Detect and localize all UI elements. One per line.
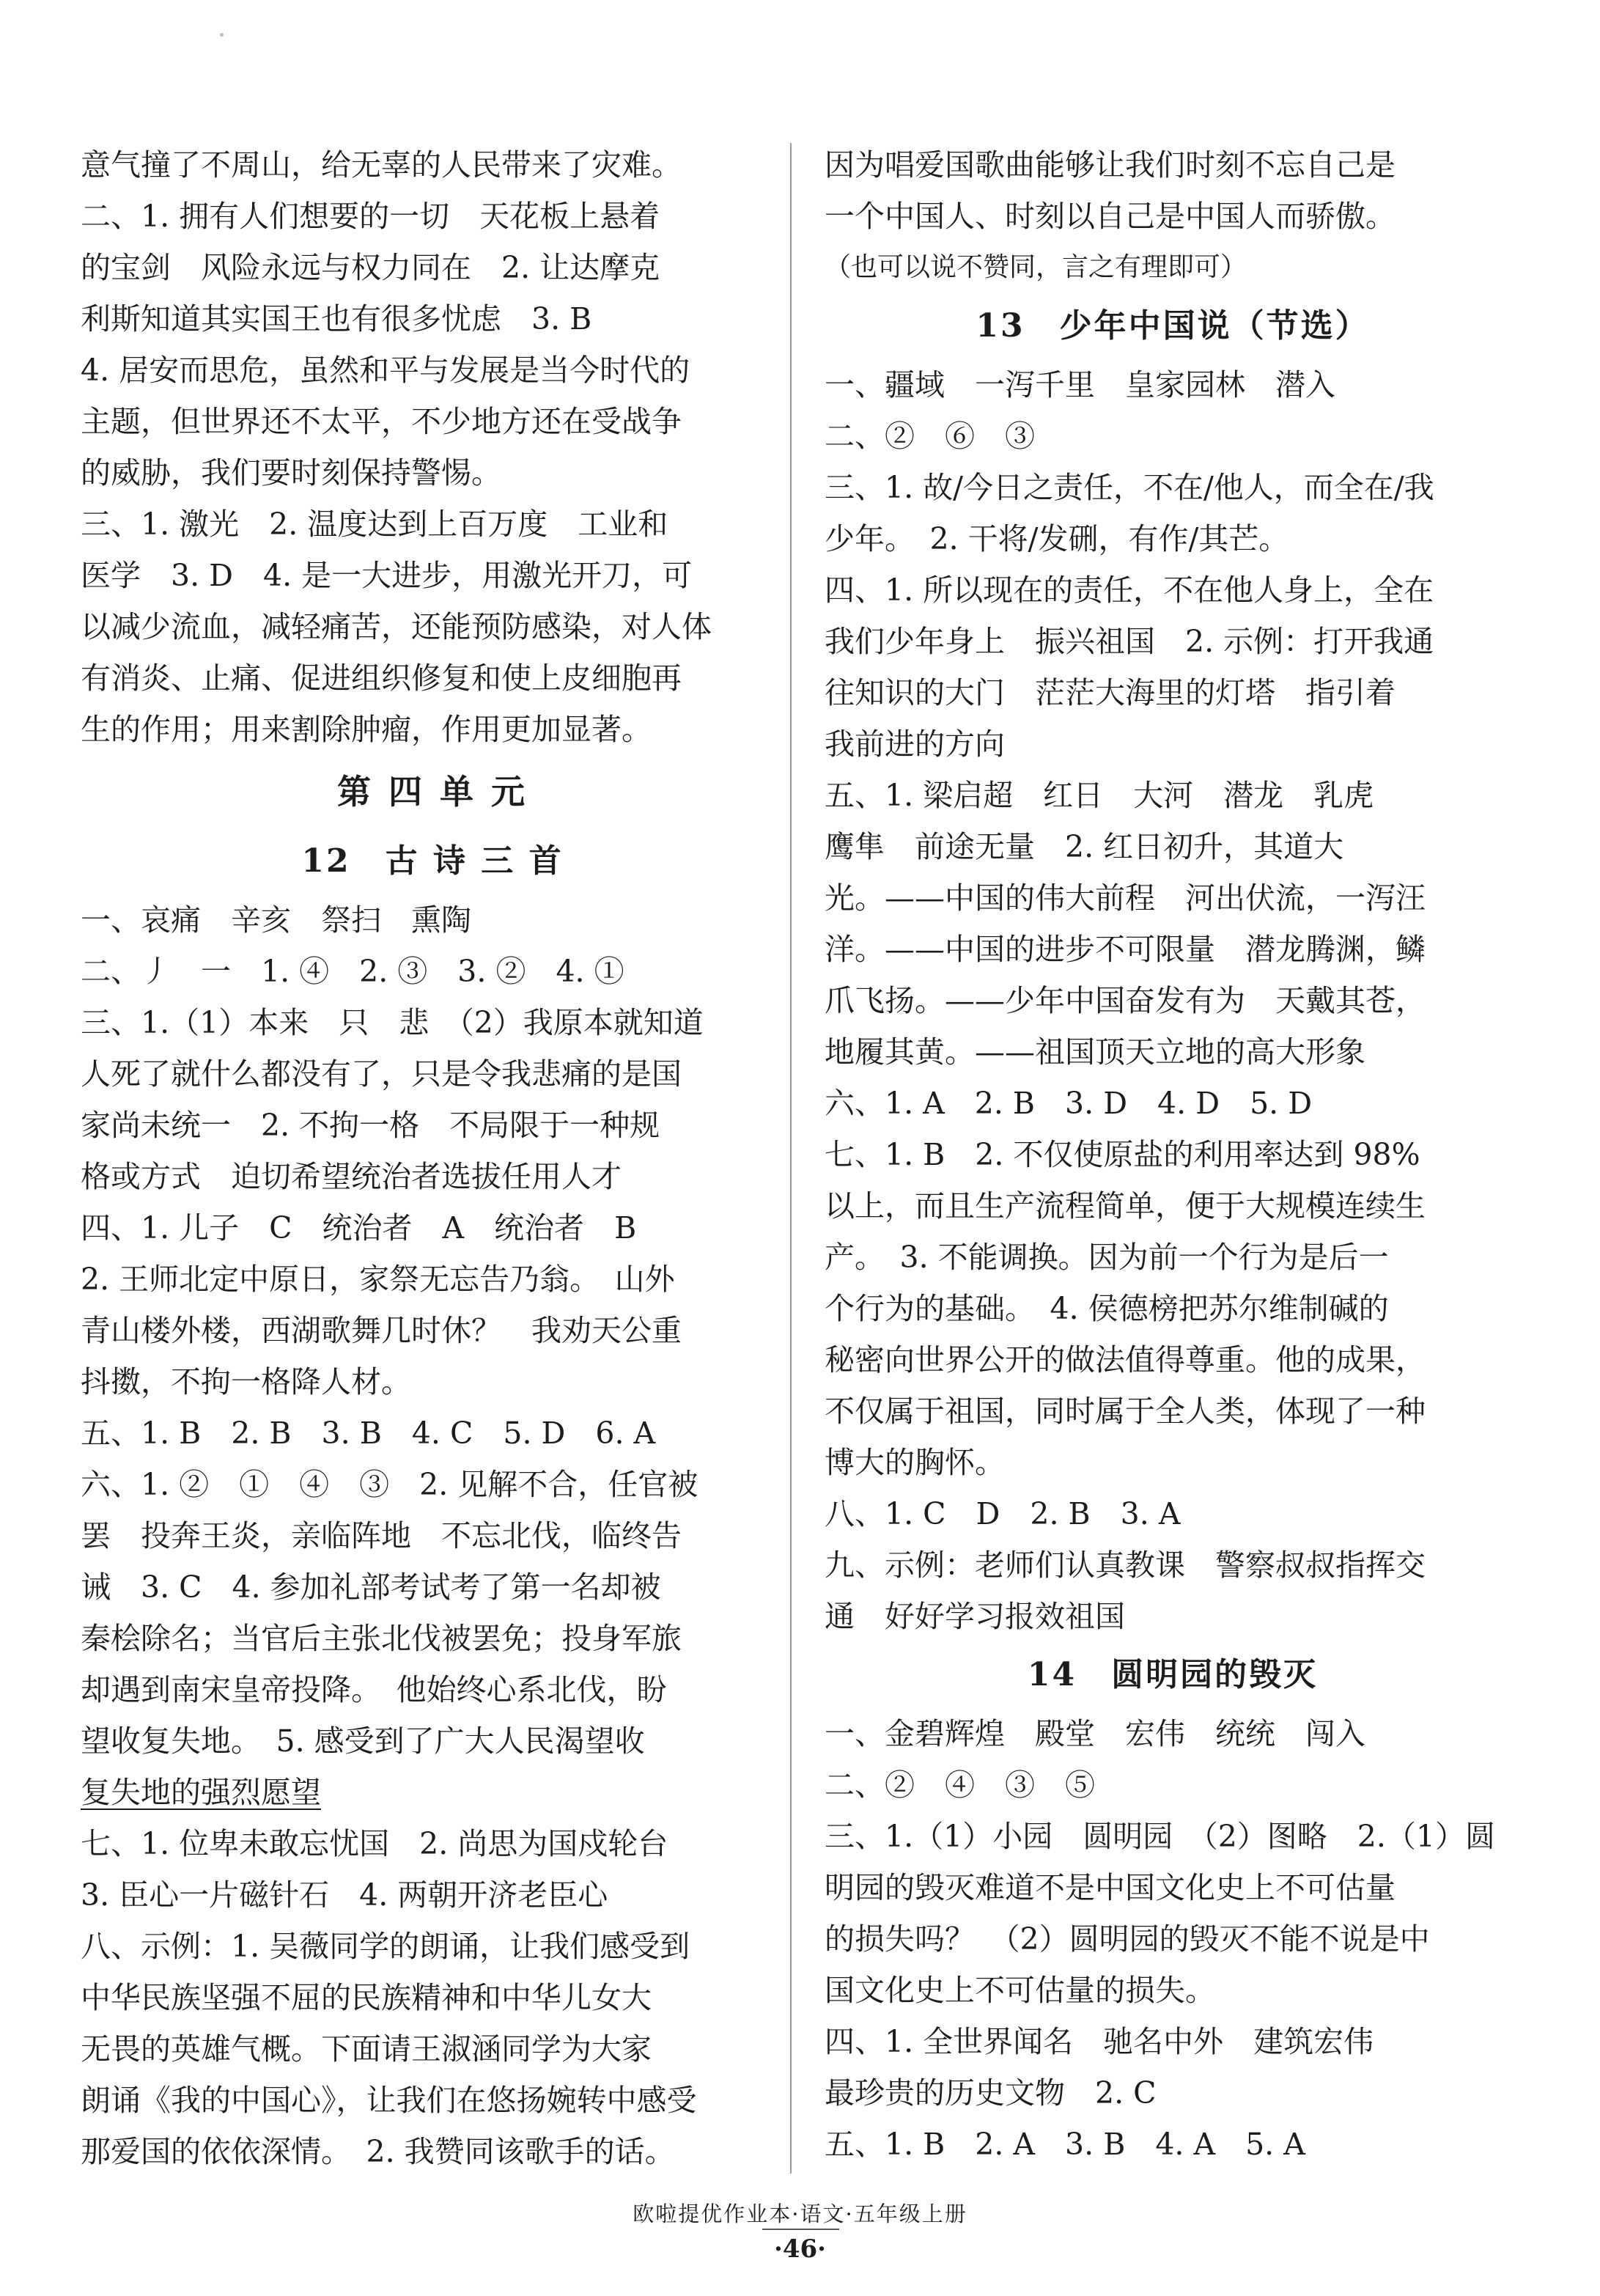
answer-line: 望收复失地。 5. 感受到了广大人民渴望收 <box>81 1723 645 1759</box>
answer-line: 六、1. A 2. B 3. D 4. D 5. D <box>825 1086 1313 1121</box>
answer-line: 主题，但世界还不太平，不少地方还在受战争 <box>81 404 682 439</box>
answer-line: 明园的毁灭难道不是中国文化史上不可估量 <box>825 1870 1396 1905</box>
note-line: （也可以说不赞同，言之有理即可） <box>825 252 1247 282</box>
answer-line: 3. 臣心一片磁针石 4. 两朝开济老臣心 <box>81 1877 608 1913</box>
answer-line: 一、疆域 一泻千里 皇家园林 潜入 <box>825 367 1335 402</box>
lesson-heading: 14 圆明园的毁灭 <box>1027 1656 1319 1693</box>
answer-line: 无畏的英雄气概。下面请王淑涵同学为大家 <box>81 2031 652 2067</box>
answer-line: 国文化史上不可估量的损失。 <box>825 1973 1215 2008</box>
answer-line: 我前进的方向 <box>825 726 1005 762</box>
answer-line: 不仅属于祖国，同时属于全人类，体现了一种 <box>825 1394 1426 1429</box>
answer-line: 二、② ⑥ ③ <box>825 419 1035 454</box>
answer-line: 七、1. 位卑未敢忘忧国 2. 尚思为国戍轮台 <box>81 1826 668 1861</box>
answer-line: 七、1. B 2. 不仅使原盐的利用率达到 98% <box>825 1137 1420 1172</box>
answer-line: 的威胁，我们要时刻保持警惕。 <box>81 455 501 490</box>
answer-line: 4. 居安而思危，虽然和平与发展是当今时代的 <box>81 353 690 388</box>
answer-line: 爪飞扬。——少年中国奋发有为 天戴其苍， <box>825 983 1426 1018</box>
answer-line: 二、丿 一 1. ④ 2. ③ 3. ② 4. ① <box>81 954 624 989</box>
answer-line: 秘密向世界公开的做法值得尊重。他的成果， <box>825 1342 1426 1377</box>
answer-line: 一、哀痛 辛亥 祭扫 熏陶 <box>81 902 471 938</box>
right-column <box>825 139 1521 2170</box>
answer-line: 格或方式 迫切希望统治者选拔任用人才 <box>81 1159 622 1194</box>
answer-line: 三、1. 故/今日之责任，不在/他人，而全在/我 <box>825 470 1434 505</box>
footer-book-title: 欧啦提优作业本·语文·五年级上册 <box>633 2201 967 2226</box>
answer-line: 地履其黄。——祖国顶天立地的高大形象 <box>825 1034 1365 1070</box>
answer-line: 二、② ④ ③ ⑤ <box>825 1767 1095 1803</box>
answer-line: 个行为的基础。 4. 侯德榜把苏尔维制碱的 <box>825 1291 1389 1326</box>
answer-line: 最珍贵的历史文物 2. C <box>825 2075 1157 2111</box>
answer-line: 医学 3. D 4. 是一大进步，用激光开刀，可 <box>81 558 693 593</box>
answer-line: 博大的胸怀。 <box>825 1445 1005 1480</box>
answer-line: 六、1. ② ① ④ ③ 2. 见解不合，任官被 <box>81 1467 698 1502</box>
answer-line: 我们少年身上 振兴祖国 2. 示例：打开我通 <box>825 624 1434 659</box>
answer-line: 罢 投奔王炎，亲临阵地 不忘北伐，临终告 <box>81 1518 682 1553</box>
answer-line: 光。——中国的伟大前程 河出伏流，一泻汪 <box>825 880 1426 916</box>
answer-line: 通 好好学习报效祖国 <box>825 1599 1125 1634</box>
footer-rule <box>762 2229 839 2230</box>
answer-line: 那爱国的依依深情。 2. 我赞同该歌手的话。 <box>81 2134 675 2169</box>
lesson-heading: 12 古 诗 三 首 <box>301 842 564 880</box>
left-column <box>81 139 784 2177</box>
answer-line: 一、金碧辉煌 殿堂 宏伟 统统 闯入 <box>825 1716 1365 1751</box>
answer-line: 意气撞了不周山，给无辜的人民带来了灾难。 <box>81 147 682 183</box>
answer-line: 往知识的大门 茫茫大海里的灯塔 指引着 <box>825 675 1396 710</box>
answer-line: 三、1.（1）本来 只 悲 （2）我原本就知道 <box>81 1005 704 1040</box>
page-number: ·46· <box>774 2234 826 2264</box>
answer-line: 五、1. B 2. B 3. B 4. C 5. D 6. A <box>81 1416 656 1451</box>
answer-line: 八、1. C D 2. B 3. A <box>825 1496 1181 1531</box>
answer-line: 鹰隼 前途无量 2. 红日初升，其道大 <box>825 829 1344 864</box>
answer-line: 五、1. B 2. A 3. B 4. A 5. A <box>825 2127 1305 2162</box>
answer-line: 人死了就什么都没有了，只是令我悲痛的是国 <box>81 1056 682 1092</box>
answer-line: 五、1. 梁启超 红日 大河 潜龙 乳虎 <box>825 778 1374 813</box>
answer-line: 的宝剑 风险永远与权力同在 2. 让达摩克 <box>81 250 660 285</box>
answer-line: 四、1. 全世界闻名 驰名中外 建筑宏伟 <box>825 2024 1374 2059</box>
answer-line: 一个中国人、时刻以自己是中国人而骄傲。 <box>825 199 1396 234</box>
answer-line: 以上，而且生产流程简单，便于大规模连续生 <box>825 1188 1426 1224</box>
answer-line: 二、1. 拥有人们想要的一切 天花板上悬着 <box>81 199 660 234</box>
answer-line: 四、1. 所以现在的责任，不在他人身上，全在 <box>825 573 1434 608</box>
answer-line: 青山楼外楼，西湖歌舞几时休？ 我劝天公重 <box>81 1313 682 1348</box>
unit-heading: 第 四 单 元 <box>336 772 528 812</box>
lesson-heading: 13 少年中国说（节选） <box>976 307 1370 345</box>
answer-line: 2. 王师北定中原日，家祭无忘告乃翁。 山外 <box>81 1262 675 1297</box>
answer-line: 却遇到南宋皇帝投降。 他始终心系北伐，盼 <box>81 1672 667 1707</box>
answer-line: 家尚未统一 2. 不拘一格 不局限于一种规 <box>81 1108 660 1143</box>
answer-line: 的损失吗？ （2）圆明园的毁灭不能不说是中 <box>825 1921 1430 1957</box>
answer-line: 三、1. 激光 2. 温度达到上百万度 工业和 <box>81 507 668 542</box>
answer-line: 九、示例：老师们认真教课 警察叔叔指挥交 <box>825 1548 1426 1583</box>
answer-line: 三、1.（1）小园 圆明园 （2）图略 2.（1）圆 <box>825 1819 1495 1854</box>
answer-line: 利斯知道其实国王也有很多忧虑 3. B <box>81 301 592 336</box>
underlined-answer-line: 复失地的强烈愿望 <box>81 1775 321 1810</box>
answer-line: 八、示例：1. 吴薇同学的朗诵，让我们感受到 <box>81 1929 690 1964</box>
answer-line: 以减少流血，减轻痛苦，还能预防感染，对人体 <box>81 609 712 644</box>
answer-line: 诫 3. C 4. 参加礼部考试考了第一名却被 <box>81 1570 661 1605</box>
answer-line: 四、1. 儿子 C 统治者 A 统治者 B <box>81 1210 637 1245</box>
answer-line: 抖擞，不拘一格降人材。 <box>81 1364 411 1399</box>
answer-line: 有消炎、止痛、促进组织修复和使上皮细胞再 <box>81 661 682 696</box>
answer-line: 中华民族坚强不屈的民族精神和中华儿女大 <box>81 1980 652 2015</box>
answer-line: 生的作用；用来割除肿瘤，作用更加显著。 <box>81 712 652 747</box>
answer-line: 因为唱爱国歌曲能够让我们时刻不忘自己是 <box>825 147 1396 183</box>
answer-line: 朗诵《我的中国心》，让我们在悠扬婉转中感受 <box>81 2083 697 2118</box>
answer-line: 洋。——中国的进步不可限量 潜龙腾渊，鳞 <box>825 932 1426 967</box>
column-divider <box>790 143 792 2174</box>
answer-line: 少年。 2. 干将/发硎，有作/其芒。 <box>825 521 1289 556</box>
answer-line: 秦桧除名；当官后主张北伐被罢免；投身军旅 <box>81 1621 682 1656</box>
answer-line: 产。 3. 不能调换。因为前一个行为是后一 <box>825 1240 1389 1275</box>
scan-speck <box>220 33 224 37</box>
